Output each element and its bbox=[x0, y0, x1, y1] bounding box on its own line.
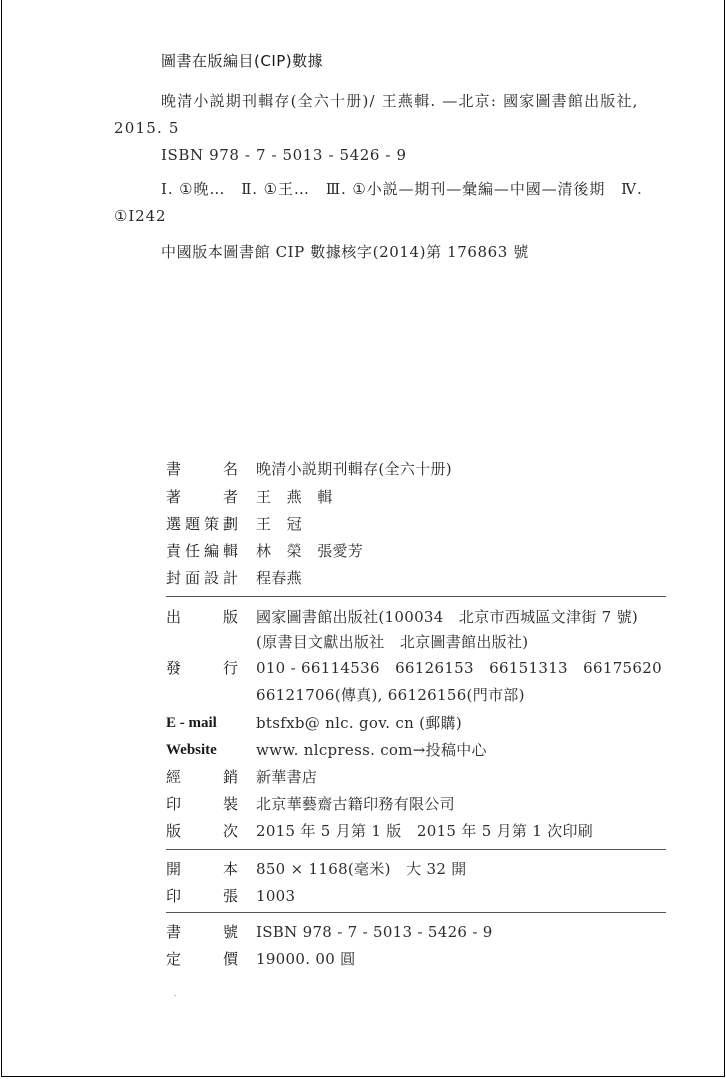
price-label: 定 價 bbox=[166, 950, 238, 968]
sheets-label: 印 張 bbox=[166, 887, 238, 905]
colophon-row-website bbox=[166, 738, 666, 762]
sheets-value: 1003 bbox=[256, 887, 296, 905]
distribution-fax-store: 66121706(傳真), 66126156(門市部) bbox=[256, 686, 525, 704]
email-label: E - mail bbox=[166, 715, 217, 731]
editors-label: 責 任 編 輯 bbox=[166, 542, 238, 560]
format-value: 850 × 1168(毫米) 大 32 開 bbox=[256, 860, 467, 878]
website-value: www. nlcpress. com→投稿中心 bbox=[256, 741, 487, 759]
edition-value: 2015 年 5 月第 1 版 2015 年 5 月第 1 次印刷 bbox=[256, 822, 594, 840]
publisher-label: 出 版 bbox=[166, 608, 238, 626]
colophon-row-printer bbox=[166, 792, 666, 816]
distribution-phones: 010 - 66114536 66126153 66151313 66175620 bbox=[256, 659, 662, 677]
book-number-value: ISBN 978 - 7 - 5013 - 5426 - 9 bbox=[256, 923, 493, 941]
planner-label: 選 題 策 劃 bbox=[166, 515, 238, 533]
colophon-row-sheets bbox=[166, 884, 666, 908]
distribution-label: 發 行 bbox=[166, 659, 238, 677]
cip-isbn-line: ISBN 978 - 7 - 5013 - 5426 - 9 bbox=[161, 146, 407, 164]
printer-label: 印 裝 bbox=[166, 795, 238, 813]
book-number-label: 書 號 bbox=[166, 923, 238, 941]
divider-above-book-number bbox=[166, 912, 666, 913]
cover-design-label: 封 面 設 計 bbox=[166, 569, 238, 587]
colophon-row-book-number bbox=[166, 920, 666, 944]
format-label: 開 本 bbox=[166, 860, 238, 878]
publisher-value: 國家圖書館出版社(100034 北京市西城區文津街 7 號) bbox=[256, 608, 639, 626]
planner-value: 王 冠 bbox=[256, 515, 302, 533]
editors-value: 林 榮 張愛芳 bbox=[256, 542, 364, 560]
divider-above-format bbox=[166, 849, 666, 850]
cip-heading: 圖書在版編目(CIP)數據 bbox=[161, 52, 324, 70]
colophon-row-email bbox=[166, 711, 666, 735]
price-value: 19000. 00 圓 bbox=[256, 950, 356, 968]
colophon-row-edition bbox=[166, 819, 666, 843]
colophon-row-book-name bbox=[166, 457, 666, 481]
colophon-row-price bbox=[166, 947, 666, 971]
author-label: 著 者 bbox=[166, 488, 238, 506]
cip-classification-line: Ⅰ. ①晚… Ⅱ. ①王… Ⅲ. ①小説—期刊—彙編—中國—清後期 Ⅳ. ①I242 bbox=[114, 180, 643, 225]
colophon-row-editors bbox=[166, 539, 666, 563]
cip-verification-line: 中國版本圖書館 CIP 數據核字(2014)第 176863 號 bbox=[161, 243, 529, 261]
divider-above-publisher bbox=[166, 596, 666, 597]
colophon-row-publisher bbox=[166, 605, 666, 629]
colophon-row-cover-design bbox=[166, 566, 666, 590]
book-name-value: 晚清小説期刊輯存(全六十册) bbox=[256, 460, 452, 478]
website-label: Website bbox=[166, 742, 217, 758]
colophon-row-publisher-former bbox=[166, 630, 666, 654]
colophon-row-distribution-extra bbox=[166, 683, 666, 707]
cover-design-value: 程春燕 bbox=[256, 569, 302, 587]
printer-value: 北京華藝齋古籍印務有限公司 bbox=[256, 795, 455, 813]
book-name-label: 書 名 bbox=[166, 460, 238, 478]
cip-title-line: 晚清小説期刊輯存(全六十册)/ 王燕輯. —北京: 國家圖書館出版社, 2015. 5 bbox=[114, 92, 639, 137]
colophon-row-dealer bbox=[166, 765, 666, 789]
colophon-row-format bbox=[166, 857, 666, 881]
author-value: 王 燕 輯 bbox=[256, 488, 333, 506]
dealer-value: 新華書店 bbox=[256, 768, 318, 786]
colophon-row-author bbox=[166, 485, 666, 509]
dealer-label: 經 銷 bbox=[166, 768, 238, 786]
colophon-row-planner bbox=[166, 512, 666, 536]
publisher-former-names: (原書目文獻出版社 北京圖書館出版社) bbox=[256, 633, 529, 651]
colophon-row-distribution bbox=[166, 656, 666, 680]
email-value: btsfxb@ nlc. gov. cn (郵購) bbox=[256, 714, 463, 732]
paper-speck bbox=[174, 995, 176, 996]
edition-label: 版 次 bbox=[166, 822, 238, 840]
